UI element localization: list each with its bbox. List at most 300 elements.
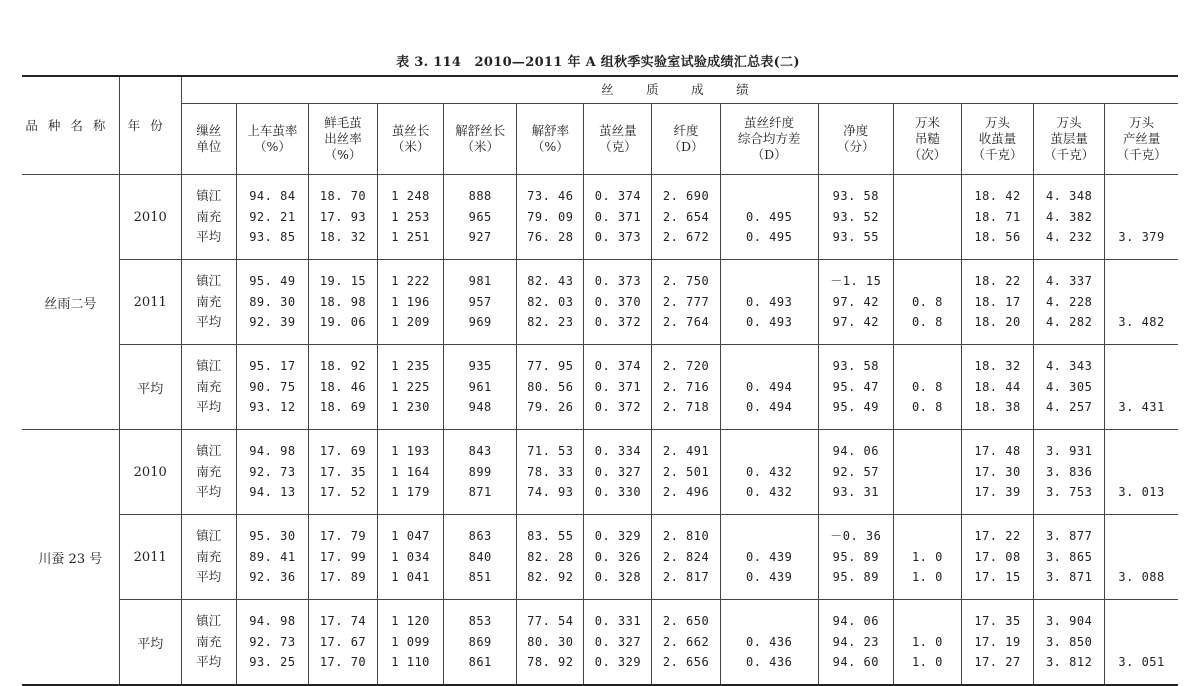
column-header-line: 吊糙 [914,131,940,146]
cell-value: 17. 70 [319,655,367,670]
value-cell [893,600,961,686]
cell-value: 18. 70 [319,189,367,204]
cell-value [894,227,961,248]
value-cell [961,345,1033,430]
site-name: 平均 [196,399,222,415]
cell-value: 4. 257 [1045,400,1093,415]
value-cell [893,175,961,260]
cell-value: 0. 494 [745,379,793,394]
cell-value: 17. 67 [319,634,367,649]
value-cell [308,515,377,600]
cell-value: 82. 92 [527,570,574,585]
silk-quality-header: 丝 质 成 绩 [181,76,1178,104]
column-header [1105,104,1178,175]
cell-value: 17. 15 [974,570,1021,585]
cell-value: 0. 8 [911,400,943,415]
cell-value: 18. 38 [974,400,1021,415]
cell-value: 92. 21 [249,209,296,224]
cell-value: 843 [468,444,492,459]
value-cell [584,515,652,600]
cell-value: 2. 501 [662,464,710,479]
site-name: 镇江 [196,273,222,289]
column-header [517,104,584,175]
cell-value [721,186,818,207]
cell-value: 4. 305 [1045,379,1093,394]
value-cell [720,515,818,600]
value-cell [517,260,584,345]
cell-value: 0. 328 [594,570,642,585]
cell-value: 1 193 [391,444,430,459]
column-header-line: 解舒丝长 [455,123,506,138]
site-name: 平均 [196,654,222,670]
cell-value: 18. 56 [974,230,1021,245]
cell-value: 0. 373 [594,274,642,289]
site-name: 平均 [196,569,222,585]
cell-value: 3. 431 [1118,400,1165,415]
column-header-row [22,104,1178,175]
value-cell [652,260,720,345]
cell-value: 981 [468,274,492,289]
value-cell [1034,260,1105,345]
cell-value: 89. 30 [249,294,296,309]
cell-value: 17. 93 [319,209,367,224]
cell-value: 851 [468,570,492,585]
column-header-line: 茧层量 [1050,131,1088,146]
column-header-line: 上车茧率 [247,123,298,138]
cell-value: 95. 47 [832,379,879,394]
site-name: 镇江 [196,358,222,374]
cell-value: 1 047 [391,529,430,544]
value-cell [236,430,308,515]
cell-value [894,611,961,632]
column-header [236,104,308,175]
cell-value: 18. 32 [319,230,367,245]
cell-value: 1 230 [391,400,430,415]
cell-value: 0. 331 [594,614,642,629]
cell-value: 0. 326 [594,549,642,564]
site-name: 平均 [196,484,222,500]
cell-value: 853 [468,614,492,629]
value-cell [1034,345,1105,430]
column-header-line: （米） [461,139,499,154]
site-name: 南充 [196,548,222,564]
column-header [893,104,961,175]
value-cell [236,515,308,600]
value-cell [1034,600,1105,686]
column-header-line: 鲜毛茧 [324,115,362,130]
cell-value [1105,292,1178,313]
cell-value: 0. 439 [745,570,793,585]
value-cell [584,260,652,345]
cell-value: 92. 73 [249,464,296,479]
cell-value: 1 179 [391,485,430,500]
column-header [720,104,818,175]
value-cell [818,430,893,515]
cell-value: 871 [468,485,492,500]
column-header [444,104,517,175]
cell-value: 1 248 [391,189,430,204]
cell-value: 0. 493 [745,294,793,309]
cell-value: 1. 0 [911,655,943,670]
cell-value: 2. 716 [662,379,710,394]
value-cell [893,515,961,600]
cell-value: 74. 93 [527,485,574,500]
cell-value [1105,547,1178,568]
cell-value [1105,271,1178,292]
cell-value [1105,462,1178,483]
cell-value: 965 [468,209,492,224]
cell-value: 17. 22 [974,529,1021,544]
cell-value: 961 [468,379,492,394]
cell-value: 888 [468,189,492,204]
cell-value: 0. 494 [745,400,793,415]
column-header [308,104,377,175]
column-header-line: 解舒率 [531,123,570,138]
value-cell [652,515,720,600]
cell-value: 2. 496 [662,485,710,500]
value-cell [818,515,893,600]
value-cell [444,260,517,345]
value-cell [517,175,584,260]
cell-value: 0. 495 [745,209,793,224]
column-header-line: 茧丝长 [391,123,430,138]
value-cell [893,430,961,515]
cell-value: 92. 36 [249,570,296,585]
cell-value: 0. 439 [745,549,793,564]
value-cell [378,260,444,345]
cell-value: 77. 54 [527,614,574,629]
cell-value: 3. 013 [1118,485,1165,500]
cell-value: 17. 74 [319,614,367,629]
cell-value: 0. 327 [594,464,642,479]
column-header-line: （克） [599,139,637,154]
cell-value: 1 253 [391,209,430,224]
cell-value: 899 [468,464,492,479]
cell-value: 0. 372 [594,315,642,330]
cell-value: 94. 13 [249,485,296,500]
cell-value: 18. 46 [319,379,367,394]
column-header-line: 茧丝量 [599,123,637,138]
site-cell [181,430,236,515]
cell-value: 4. 382 [1045,209,1093,224]
cell-value: 97. 42 [832,294,879,309]
site-name: 南充 [196,378,222,394]
year-cell: 2011 [119,260,181,345]
cell-value: 93. 85 [249,230,296,245]
cell-value: 3. 753 [1045,485,1093,500]
column-header-line: （分） [837,139,875,154]
cell-value [894,356,961,377]
cell-value: 2. 672 [662,230,710,245]
cell-value: 2. 764 [662,315,710,330]
column-header-line: （D） [668,139,704,154]
cell-value: 935 [468,359,492,374]
cell-value: 18. 32 [974,359,1021,374]
value-cell [308,260,377,345]
results-table [22,75,1178,686]
value-cell [652,430,720,515]
cell-value: 92. 39 [249,315,296,330]
value-cell [308,175,377,260]
column-header-line: （%） [324,147,362,162]
cell-value: 82. 23 [527,315,574,330]
table-body [22,175,1178,686]
value-cell [517,515,584,600]
cell-value: 1. 0 [911,549,943,564]
cell-value: 78. 92 [527,655,574,670]
value-cell [444,600,517,686]
cell-value: 1 222 [391,274,430,289]
year-cell: 平均 [119,345,181,430]
value-cell [584,175,652,260]
value-cell [1034,430,1105,515]
cell-value [721,356,818,377]
cell-value: 17. 19 [974,634,1021,649]
cell-value [894,526,961,547]
cell-value: 95. 30 [249,529,296,544]
cell-value: 19. 06 [319,315,367,330]
site-cell [181,345,236,430]
cell-value [894,482,961,503]
cell-value: 840 [468,549,492,564]
site-name: 平均 [196,314,222,330]
cell-value [894,441,961,462]
cell-value: 80. 30 [527,634,574,649]
cell-value: 0. 8 [911,315,943,330]
cell-value: 2. 662 [662,634,710,649]
cell-value: 90. 75 [249,379,296,394]
cell-value: 1 209 [391,315,430,330]
cell-value: 89. 41 [249,549,296,564]
cell-value: 1 120 [391,614,430,629]
cell-value: 969 [468,315,492,330]
value-cell [308,600,377,686]
cell-value: 93. 31 [832,485,879,500]
cell-value: 2. 690 [662,189,710,204]
cell-value: 869 [468,634,492,649]
value-cell [961,515,1033,600]
column-header [584,104,652,175]
value-cell [1105,430,1178,515]
cell-value [721,611,818,632]
cell-value: 0. 495 [745,230,793,245]
value-cell [1105,515,1178,600]
column-header-line: （%） [253,139,291,154]
cell-value: 0. 436 [745,655,793,670]
cell-value: 17. 89 [319,570,367,585]
cell-value: 3. 904 [1045,614,1093,629]
value-cell [444,515,517,600]
cell-value: 0. 329 [594,529,642,544]
cell-value: 95. 89 [832,549,879,564]
cell-value: 93. 58 [832,189,879,204]
cell-value: 83. 55 [527,529,574,544]
value-cell [720,430,818,515]
column-header [818,104,893,175]
cell-value: 1 164 [391,464,430,479]
value-cell [584,345,652,430]
value-cell [961,600,1033,686]
cell-value: 76. 28 [527,230,574,245]
cell-value: 71. 53 [527,444,574,459]
cell-value: 93. 55 [832,230,879,245]
cell-value: 3. 865 [1045,549,1093,564]
cell-value: 1 034 [391,549,430,564]
cell-value: 82. 43 [527,274,574,289]
cell-value: 18. 98 [319,294,367,309]
year-header: 年份 [119,76,181,175]
cell-value [1105,207,1178,228]
value-cell [652,600,720,686]
cell-value [894,186,961,207]
cell-value: 0. 436 [745,634,793,649]
column-header-line: （千克） [972,147,1023,162]
cell-value: 2. 817 [662,570,710,585]
cell-value: 73. 46 [527,189,574,204]
cell-value: 957 [468,294,492,309]
column-header [652,104,720,175]
cell-value: 94. 06 [832,444,879,459]
column-header-line: 万头 [1129,115,1155,130]
cell-value: 0. 8 [911,379,943,394]
cell-value: 18. 69 [319,400,367,415]
cell-value: 17. 35 [319,464,367,479]
value-cell [378,430,444,515]
cell-value: 18. 71 [974,209,1021,224]
cell-value: 4. 282 [1045,315,1093,330]
table-row [22,260,1178,345]
cell-value: 0. 329 [594,655,642,670]
cell-value: 17. 69 [319,444,367,459]
column-header-line: （千克） [1044,147,1095,162]
value-cell [961,260,1033,345]
year-cell: 平均 [119,600,181,686]
cell-value: 0. 370 [594,294,642,309]
cell-value: 3. 051 [1118,655,1165,670]
site-name: 南充 [196,208,222,224]
cell-value: －0. 36 [830,529,882,544]
column-header-line: 出丝率 [324,131,362,146]
value-cell [378,175,444,260]
cell-value: 3. 850 [1045,634,1093,649]
value-cell [720,600,818,686]
column-header-line: 茧丝纤度 [744,115,795,130]
cell-value: 3. 871 [1045,570,1093,585]
value-cell [236,260,308,345]
cell-value: 18. 22 [974,274,1021,289]
value-cell [444,430,517,515]
site-cell [181,260,236,345]
value-cell [444,345,517,430]
cell-value: 2. 718 [662,400,710,415]
cell-value: 95. 89 [832,570,879,585]
cell-value: 2. 491 [662,444,710,459]
value-cell [1105,175,1178,260]
cell-value: 94. 98 [249,614,296,629]
value-cell [236,600,308,686]
cell-value: 19. 15 [319,274,367,289]
cell-value: 17. 30 [974,464,1021,479]
cell-value: 3. 836 [1045,464,1093,479]
cell-value: 863 [468,529,492,544]
column-header-line: （米） [391,139,430,154]
cell-value: 927 [468,230,492,245]
value-cell [378,515,444,600]
column-header-line: 净度 [843,123,869,138]
value-cell [308,430,377,515]
value-cell [818,175,893,260]
cell-value: 0. 374 [594,359,642,374]
value-cell [818,600,893,686]
cell-value [721,526,818,547]
cell-value: 78. 33 [527,464,574,479]
column-header-line: 万米 [914,115,940,130]
cell-value: 3. 088 [1118,570,1165,585]
cell-value: 79. 26 [527,400,574,415]
cell-value: 18. 92 [319,359,367,374]
value-cell [893,260,961,345]
cell-value: 4. 228 [1045,294,1093,309]
cell-value: 1 251 [391,230,430,245]
cell-value [894,207,961,228]
cell-value: 93. 25 [249,655,296,670]
column-header-line: 缫丝 [196,123,222,138]
cell-value: 1. 0 [911,570,943,585]
cell-value: 0. 371 [594,379,642,394]
site-cell [181,175,236,260]
cell-value: 1 099 [391,634,430,649]
variety-header: 品种名称 [22,76,119,175]
cell-value: 17. 08 [974,549,1021,564]
cell-value: 18. 42 [974,189,1021,204]
cell-value: 0. 493 [745,315,793,330]
cell-value: 92. 57 [832,464,879,479]
cell-value: 92. 73 [249,634,296,649]
cell-value: 94. 98 [249,444,296,459]
cell-value: 95. 49 [832,400,879,415]
cell-value: 17. 48 [974,444,1021,459]
column-header-line: （D） [751,147,787,162]
cell-value [1105,377,1178,398]
cell-value: 3. 931 [1045,444,1093,459]
site-name: 镇江 [196,613,222,629]
cell-value: 2. 777 [662,294,710,309]
cell-value: 94. 60 [832,655,879,670]
table-row [22,515,1178,600]
cell-value: －1. 15 [830,274,882,289]
value-cell [1105,345,1178,430]
cell-value: 17. 99 [319,549,367,564]
site-cell [181,600,236,686]
variety-name: 丝雨二号 [22,175,119,430]
cell-value: 0. 372 [594,400,642,415]
value-cell [444,175,517,260]
value-cell [961,175,1033,260]
cell-value [721,441,818,462]
cell-value: 1 225 [391,379,430,394]
cell-value: 82. 28 [527,549,574,564]
value-cell [652,345,720,430]
cell-value: 4. 337 [1045,274,1093,289]
column-header-line: 万头 [1056,115,1082,130]
cell-value: 4. 348 [1045,189,1093,204]
cell-value: 2. 720 [662,359,710,374]
value-cell [1105,600,1178,686]
cell-value [721,271,818,292]
cell-value: 94. 06 [832,614,879,629]
table-row [22,345,1178,430]
value-cell [818,345,893,430]
